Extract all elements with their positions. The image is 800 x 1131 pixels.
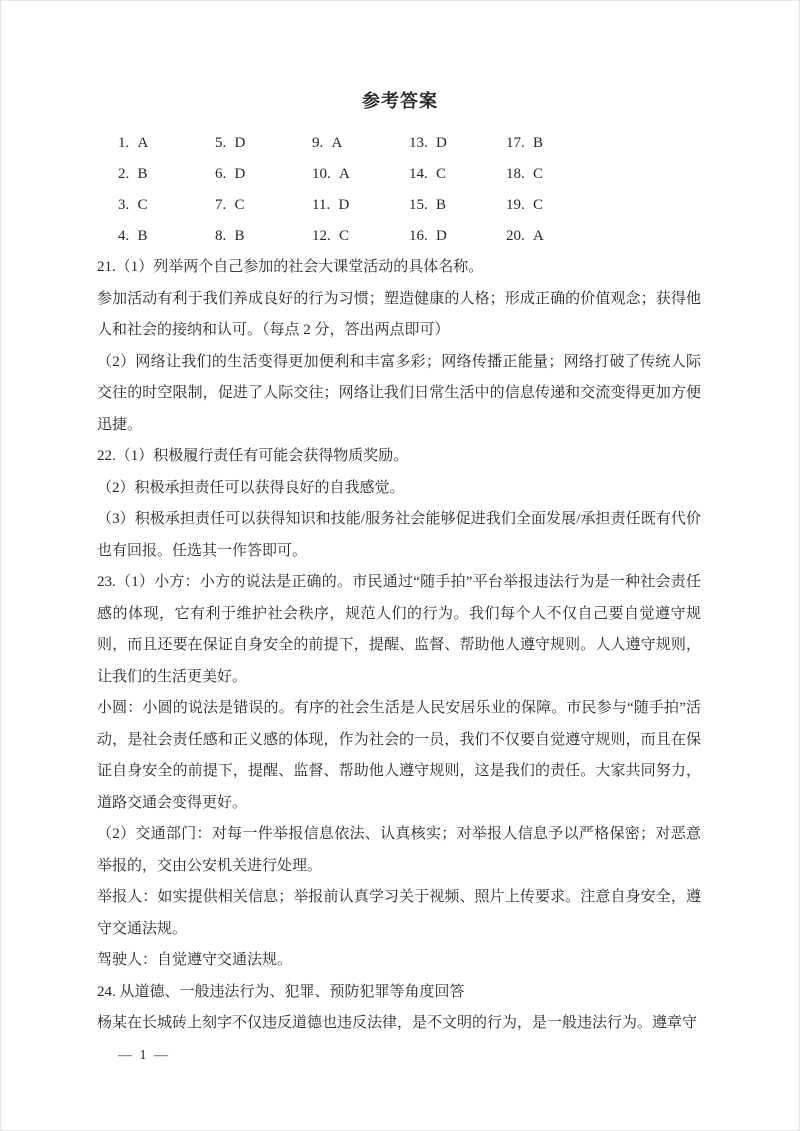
answer-letter: D — [436, 135, 447, 151]
answer-paragraph-q23-2-reporter: 举报人：如实提供相关信息；举报前认真学习关于视频、照片上传要求。注意自身安全，遵守交通法规。 — [97, 889, 701, 937]
answer-paragraph-q21-1-detail: 参加活动有利于我们养成良好的行为习惯；塑造健康的人格；形成正确的价值观念；获得他人和社会的接纳和认可。（每点 2 分，答出两点即可） — [97, 290, 701, 338]
answer-letter: A — [331, 135, 343, 151]
answer-letter: B — [234, 228, 245, 244]
answer-letter: A — [137, 135, 149, 151]
answer-letter: B — [137, 166, 148, 182]
answer-cell — [118, 197, 215, 214]
answer-number: 4. — [118, 228, 130, 244]
answer-number: 17. — [506, 135, 525, 151]
answer-letter: C — [339, 228, 350, 244]
answer-letter: B — [436, 197, 447, 213]
answer-paragraph-q22-2: （2）积极承担责任可以获得良好的自我感觉。 — [97, 479, 405, 496]
answer-number: 9. — [312, 135, 324, 151]
page-title: 参考答案 — [362, 91, 438, 111]
answer-paragraph-q23-1-xiaoyuan: 小圆：小圆的说法是错误的。有序的社会生活是人民安居乐业的保障。市民参与“随手拍”活动，是社会责任感和正义感的体现，作为社会的一员，我们不仅要自觉遵守规则，而且在保证自身安全的前提下，提醒、监督、帮助他人遵守规则，这是我们的责任。大家共同努力，道路交通会变得更好。 — [97, 700, 701, 811]
answer-cell — [312, 135, 409, 152]
answer-letter: D — [234, 135, 246, 151]
answer-cell — [409, 228, 506, 245]
answer-paragraph-q23-1-xiaofang: 23.（1）小方：小方的说法是正确的。市民通过“随手拍”平台举报违法行为是一种社会责任感的体现，它有利于维护社会秩序，规范人们的行为。我们每个人不仅自己要自觉遵守规则，而且还要在保证自身安全的前提下，提醒、监督、帮助他人遵守规则。人人遵守规则，让我们的生活更美好。 — [97, 574, 701, 685]
answer-letter: C — [436, 166, 447, 182]
answer-letter: C — [234, 197, 245, 213]
answer-cell — [215, 135, 312, 152]
answer-number: 11. — [312, 197, 331, 213]
answer-paragraph-q21-1: 21.（1）列举两个自己参加的社会大课堂活动的具体名称。 — [97, 259, 484, 275]
answer-cell — [312, 228, 409, 245]
answer-number: 1. — [118, 135, 130, 151]
answer-paragraph-q21-2: （2）网络让我们的生活变得更加便利和丰富多彩；网络传播正能量；网络打破了传统人际交往的时空限制，促进了人际交往；网络让我们日常生活中的信息传递和交流变得更加方便迅捷。 — [97, 353, 701, 433]
answer-letter: A — [339, 166, 350, 182]
answer-number: 5. — [215, 135, 227, 151]
answer-cell — [118, 228, 215, 245]
answer-number: 19. — [506, 197, 525, 213]
answer-cell — [215, 197, 312, 214]
answer-cell — [215, 228, 312, 245]
answer-letter: D — [436, 228, 447, 244]
answer-grid — [118, 128, 800, 252]
answer-cell — [409, 135, 506, 152]
answer-cell — [409, 166, 506, 183]
answer-number: 7. — [215, 197, 227, 213]
answer-grid-row — [118, 128, 800, 159]
answer-number: 20. — [506, 228, 525, 244]
answer-letter: B — [533, 135, 544, 151]
answer-number: 12. — [312, 228, 331, 244]
answer-number: 15. — [409, 197, 428, 213]
answer-cell — [215, 166, 312, 183]
answer-letter: B — [137, 228, 148, 244]
answer-letter: A — [533, 228, 544, 244]
answer-paragraph-q23-2-traffic-dept: （2）交通部门：对每一件举报信息依法、认真核实；对举报人信息予以严格保密；对恶意举报的，交由公安机关进行处理。 — [97, 826, 701, 874]
answer-letter: D — [338, 197, 350, 213]
answer-letter: C — [137, 197, 148, 213]
answer-paragraph-q24-detail: 杨某在长城砖上刻字不仅违反道德也违反法律，是不文明的行为，是一般违法行为。遵章守 — [97, 1015, 698, 1031]
answer-number: 6. — [215, 166, 227, 182]
answer-cell — [506, 228, 603, 245]
answer-paragraph-q22-3: （3）积极承担责任可以获得知识和技能/服务社会能够促进我们全面发展/承担责任既有代价也有回报。任选其一作答即可。 — [97, 511, 701, 559]
answer-number: 13. — [409, 135, 428, 151]
answer-cell — [506, 166, 603, 183]
answer-number: 10. — [312, 166, 331, 182]
answer-explanations — [0, 252, 800, 1040]
answer-cell — [506, 197, 603, 214]
answer-number: 14. — [409, 166, 428, 182]
answer-paragraph-q22-1: 22.（1）积极履行责任有可能会获得物质奖励。 — [97, 448, 409, 464]
answer-letter: D — [234, 166, 246, 182]
answer-cell — [118, 166, 215, 183]
answer-number: 3. — [118, 197, 130, 213]
answer-paragraph-q24-heading: 24. 从道德、一般违法行为、犯罪、预防犯罪等角度回答 — [97, 983, 465, 1000]
answer-grid-row — [118, 159, 800, 190]
answer-grid-row — [118, 221, 800, 252]
answer-number: 8. — [215, 228, 227, 244]
answer-number: 2. — [118, 166, 130, 182]
answer-number: 16. — [409, 228, 428, 244]
answer-cell — [312, 197, 409, 214]
answer-cell — [312, 166, 409, 183]
answer-cell — [409, 197, 506, 214]
page-number: — 1 — — [118, 1047, 170, 1063]
answer-number: 18. — [506, 166, 525, 182]
answer-letter: C — [533, 166, 544, 182]
answer-cell — [118, 135, 215, 152]
answer-cell — [506, 135, 603, 152]
answer-paragraph-q23-2-driver: 驾驶人：自觉遵守交通法规。 — [97, 952, 293, 968]
answer-grid-row — [118, 190, 800, 221]
answer-letter: C — [533, 197, 544, 213]
